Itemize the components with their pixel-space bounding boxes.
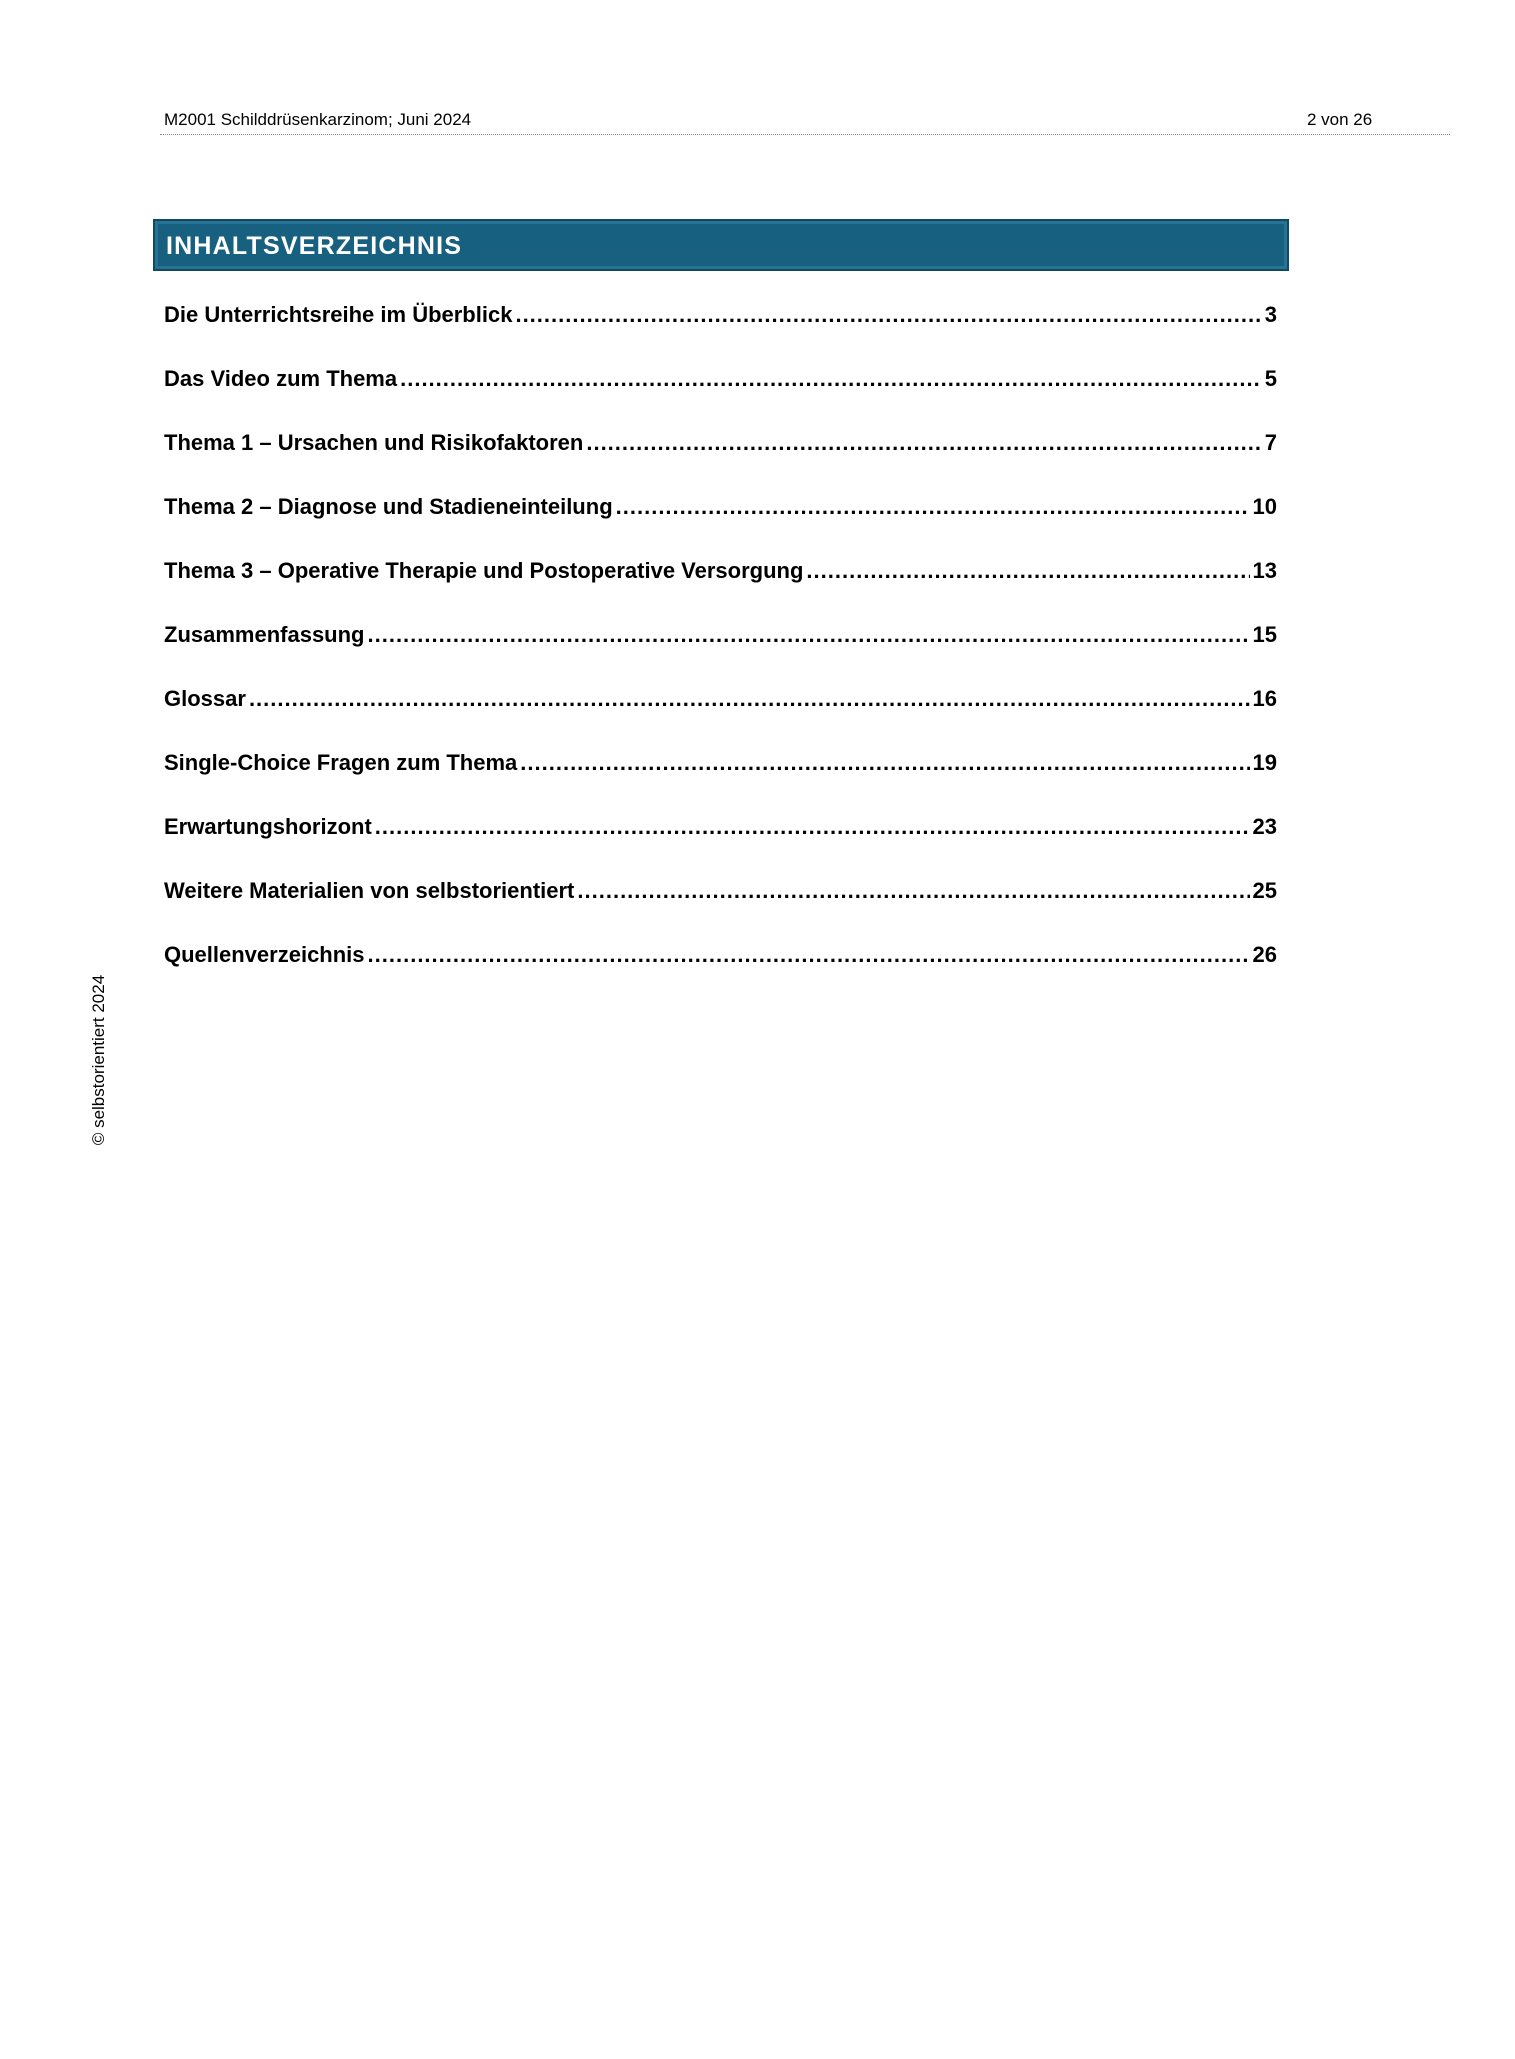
toc-entry-single-choice[interactable] [164, 746, 1277, 810]
toc-entry-title: Single-Choice Fragen zum Thema [164, 750, 518, 775]
toc-entry-title: Thema 3 – Operative Therapie und Postoperative Versorgung [164, 558, 804, 583]
toc-entry-quellenverzeichnis[interactable] [164, 938, 1277, 1002]
dot-leader [520, 746, 1249, 780]
toc-heading-bar [153, 219, 1289, 271]
table-of-contents [164, 298, 1277, 1002]
toc-entry-thema-2[interactable] [164, 490, 1277, 554]
toc-entry-video[interactable] [164, 362, 1277, 426]
toc-entry-page: 7 [1264, 430, 1277, 455]
toc-entry-page: 25 [1252, 878, 1277, 903]
toc-entry-page: 16 [1252, 686, 1277, 711]
page-number: 2 von 26 [1307, 110, 1373, 129]
toc-entry-page: 19 [1252, 750, 1277, 775]
toc-entry-zusammenfassung[interactable] [164, 618, 1277, 682]
dot-leader [616, 490, 1250, 524]
toc-entry-title: Thema 2 – Diagnose und Stadieneinteilung [164, 494, 613, 519]
toc-entry-title: Die Unterrichtsreihe im Überblick [164, 302, 513, 327]
toc-entry-erwartungshorizont[interactable] [164, 810, 1277, 874]
toc-entry-page: 3 [1264, 302, 1277, 327]
toc-entry-title: Thema 1 – Ursachen und Risikofaktoren [164, 430, 584, 455]
toc-heading: INHALTSVERZEICHNIS [166, 232, 463, 260]
toc-entry-thema-3[interactable] [164, 554, 1277, 618]
dot-leader [249, 682, 1250, 716]
toc-entry-title: Quellenverzeichnis [164, 942, 365, 967]
toc-entry-unterrichtsreihe[interactable] [164, 298, 1277, 362]
dot-leader [577, 874, 1249, 908]
dot-leader [375, 810, 1250, 844]
toc-entry-weitere-materialien[interactable] [164, 874, 1277, 938]
toc-entry-title: Weitere Materialien von selbstorientiert [164, 878, 575, 903]
toc-entry-title: Das Video zum Thema [164, 366, 398, 391]
toc-entry-page: 23 [1252, 814, 1277, 839]
toc-entry-page: 26 [1252, 942, 1277, 967]
toc-entry-page: 10 [1252, 494, 1277, 519]
document-title: M2001 Schilddrüsenkarzinom; Juni 2024 [164, 110, 472, 129]
dot-leader [400, 362, 1260, 396]
dot-leader [368, 938, 1250, 972]
dot-leader [586, 426, 1260, 460]
toc-entry-page: 5 [1264, 366, 1277, 391]
toc-entry-title: Glossar [164, 686, 246, 711]
copyright-notice: © selbstorientiert 2024 [89, 974, 108, 1146]
toc-entry-glossar[interactable] [164, 682, 1277, 746]
page-header [160, 108, 1450, 135]
toc-entry-page: 13 [1252, 558, 1277, 583]
dot-leader [515, 298, 1260, 332]
toc-entry-thema-1[interactable] [164, 426, 1277, 490]
dot-leader [806, 554, 1249, 588]
dot-leader [368, 618, 1250, 652]
toc-entry-title: Zusammenfassung [164, 622, 365, 647]
toc-entry-title: Erwartungshorizont [164, 814, 372, 839]
toc-entry-page: 15 [1252, 622, 1277, 647]
